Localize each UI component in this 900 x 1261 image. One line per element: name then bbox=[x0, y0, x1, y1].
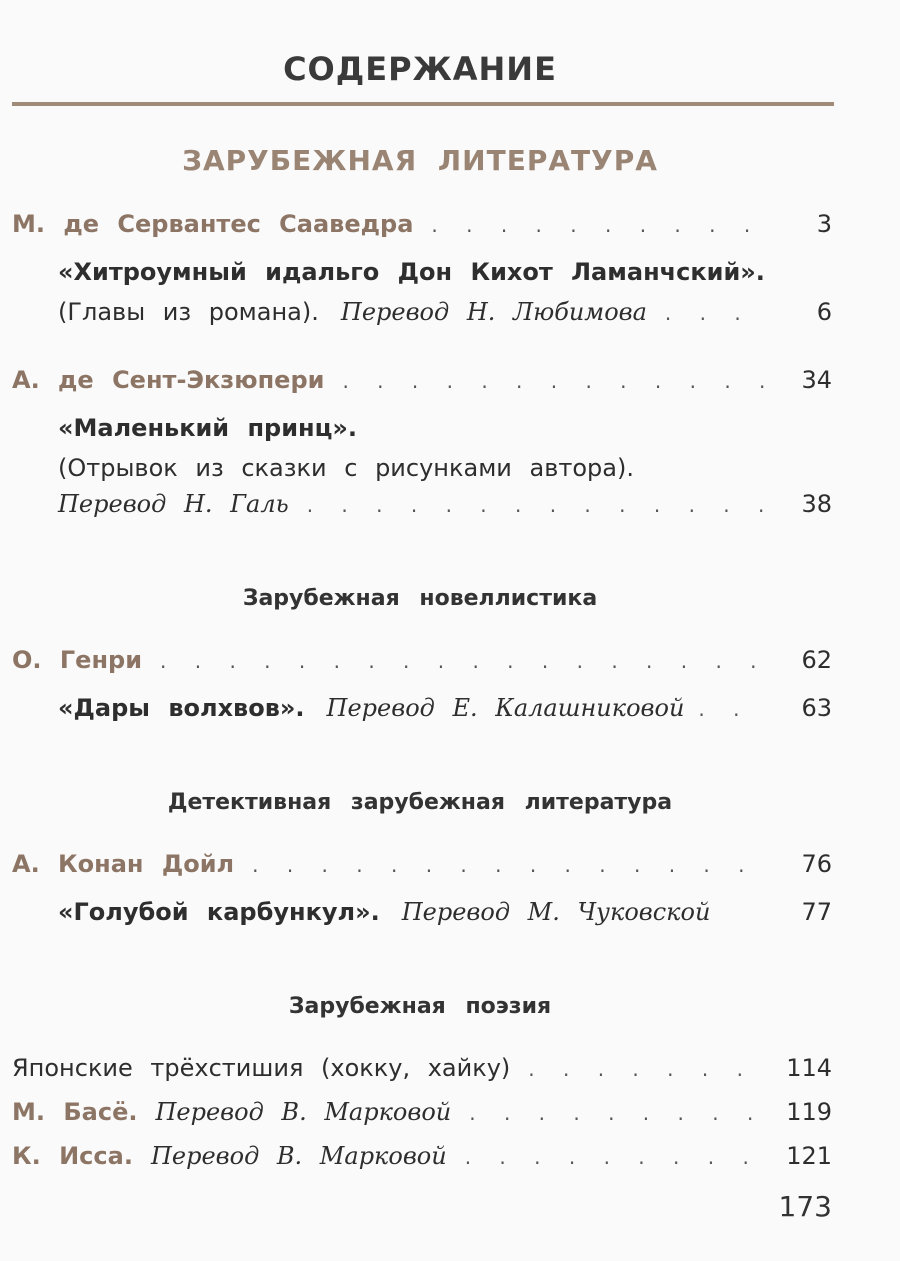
translator: Перевод М. Чуковской bbox=[401, 898, 711, 926]
dot-leader bbox=[307, 493, 766, 517]
toc-work-translation[interactable] bbox=[58, 490, 832, 518]
translator: Перевод В. Марковой bbox=[150, 1142, 447, 1170]
toc-work-doyle[interactable] bbox=[58, 898, 832, 926]
toc-entry-henry[interactable] bbox=[12, 646, 832, 674]
dot-leader bbox=[431, 213, 766, 237]
page-ref: 76 bbox=[801, 850, 832, 878]
author-name: М. Басё. bbox=[12, 1098, 138, 1126]
dot-leader bbox=[698, 697, 766, 721]
section-heading-detective: Детективная зарубежная литература bbox=[167, 790, 673, 815]
toc-work-henry[interactable] bbox=[58, 694, 832, 722]
page-ref: 62 bbox=[801, 646, 832, 674]
dot-leader bbox=[160, 649, 766, 673]
dot-leader bbox=[252, 853, 766, 877]
toc-entry-doyle[interactable] bbox=[12, 850, 832, 878]
work-note: (Отрывок из сказки с рисунками автора). bbox=[58, 454, 634, 482]
dot-leader bbox=[469, 1101, 760, 1125]
toc-work-title[interactable] bbox=[58, 414, 832, 442]
toc-entry-exupery[interactable] bbox=[12, 366, 832, 394]
page-ref: 119 bbox=[786, 1098, 832, 1126]
work-title: «Маленький принц». bbox=[58, 414, 358, 442]
section-heading-poetry: Зарубежная поэзия bbox=[288, 994, 552, 1019]
work-title: «Хитроумный идальго Дон Кихот Ламанчский». bbox=[58, 258, 765, 286]
page-ref: 38 bbox=[801, 490, 832, 518]
translator: Перевод Н. Галь bbox=[58, 490, 289, 518]
work-note: (Главы из романа). bbox=[58, 298, 319, 326]
page-ref: 121 bbox=[786, 1142, 832, 1170]
toc-work-details[interactable] bbox=[58, 298, 832, 326]
toc-entry-cervantes[interactable] bbox=[12, 210, 832, 238]
dot-leader bbox=[342, 369, 766, 393]
toc-entry-haiku[interactable] bbox=[12, 1054, 832, 1082]
author-name: О. Генри bbox=[12, 646, 143, 674]
page-title: СОДЕРЖАНИЕ bbox=[283, 50, 557, 88]
toc-entry-issa[interactable] bbox=[12, 1142, 832, 1170]
page-ref: 6 bbox=[816, 298, 832, 326]
author-name: А. Конан Дойл bbox=[12, 850, 235, 878]
page-number: 173 bbox=[778, 1190, 832, 1223]
translator: Перевод Е. Калашниковой bbox=[326, 694, 685, 722]
dot-leader bbox=[528, 1057, 760, 1081]
translator: Перевод В. Марковой bbox=[155, 1098, 452, 1126]
page-ref: 77 bbox=[801, 898, 832, 926]
author-name: М. де Сервантес Сааведра bbox=[12, 210, 414, 238]
work-title: «Дары волхвов». bbox=[58, 694, 305, 722]
dot-leader bbox=[465, 1145, 760, 1169]
title-divider bbox=[12, 102, 834, 106]
toc-entry-basho[interactable] bbox=[12, 1098, 832, 1126]
work-title: «Голубой карбункул». bbox=[58, 898, 380, 926]
page-ref: 114 bbox=[786, 1054, 832, 1082]
toc-work-title[interactable] bbox=[58, 258, 832, 286]
author-name: К. Исса. bbox=[12, 1142, 133, 1170]
author-name: А. де Сент-Экзюпери bbox=[12, 366, 325, 394]
entry-label: Японские трёхстишия (хокку, хайку) bbox=[12, 1054, 511, 1082]
page-ref: 63 bbox=[801, 694, 832, 722]
section-heading-novella: Зарубежная новеллистика bbox=[242, 586, 598, 611]
translator: Перевод Н. Любимова bbox=[340, 298, 647, 326]
toc-work-note bbox=[58, 454, 832, 482]
page-ref: 34 bbox=[801, 366, 832, 394]
page-ref: 3 bbox=[816, 210, 832, 238]
part-title: ЗАРУБЕЖНАЯ ЛИТЕРАТУРА bbox=[182, 144, 658, 177]
dot-leader bbox=[665, 301, 766, 325]
